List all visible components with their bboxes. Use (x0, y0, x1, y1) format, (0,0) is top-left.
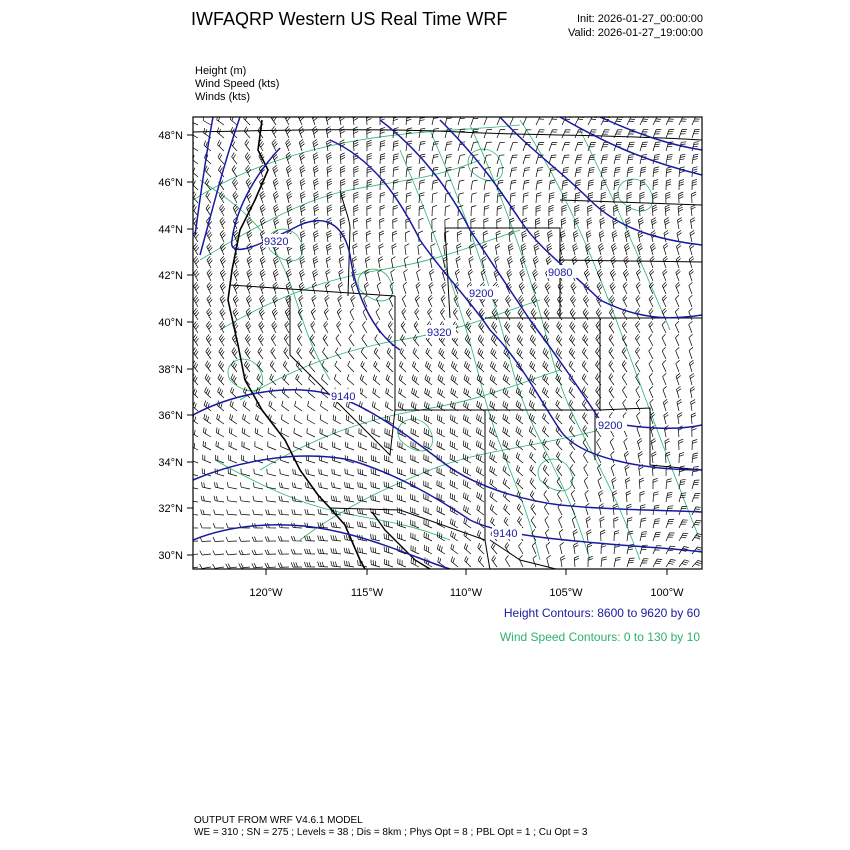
lat-tick-label: 44°N (158, 224, 183, 236)
init-time: Init: 2026-01-27_00:00:00 (577, 13, 703, 25)
lon-tick-label: 120°W (249, 587, 283, 599)
field-label-winds: Winds (kts) (195, 91, 250, 103)
contour-label-9320: 9320 (264, 236, 289, 248)
contour-label-9200: 9200 (598, 420, 623, 432)
lat-tick-label: 46°N (158, 177, 183, 189)
contour-label-9080: 9080 (548, 267, 573, 279)
field-label-wind-speed: Wind Speed (kts) (195, 78, 280, 90)
map-title: IWFAQRP Western US Real Time WRF (191, 9, 508, 29)
lat-tick-label: 36°N (158, 410, 183, 422)
lat-tick-label: 30°N (158, 550, 183, 562)
lat-tick-label: 38°N (158, 364, 183, 376)
wind-speed-contours-legend: Wind Speed Contours: 0 to 130 by 10 (499, 630, 700, 644)
model-info-line2: WE = 310 ; SN = 275 ; Levels = 38 ; Dis = 8km ; Phys Opt = 8 ; PBL Opt = 1 ; Cu Opt = 3 (194, 827, 588, 838)
height-contours-legend: Height Contours: 8600 to 9620 by 60 (503, 606, 700, 620)
field-label-height: Height (m) (195, 65, 247, 77)
model-info-line1: OUTPUT FROM WRF V4.6.1 MODEL (194, 815, 363, 826)
lon-tick-label: 115°W (350, 587, 384, 599)
contour-label-9200: 9200 (469, 288, 494, 300)
lon-tick-label: 105°W (549, 587, 583, 599)
lat-tick-label: 34°N (158, 457, 183, 469)
lat-tick-label: 42°N (158, 270, 183, 282)
lat-tick-label: 40°N (158, 317, 183, 329)
contour-label-9320: 9320 (427, 327, 452, 339)
contour-label-9140: 9140 (331, 391, 356, 403)
valid-time: Valid: 2026-01-27_19:00:00 (568, 27, 703, 39)
lat-tick-label: 32°N (158, 503, 183, 515)
lon-tick-label: 110°W (449, 587, 483, 599)
contour-label-9140: 9140 (493, 528, 518, 540)
lon-tick-label: 100°W (650, 587, 684, 599)
lat-tick-label: 48°N (158, 130, 183, 142)
